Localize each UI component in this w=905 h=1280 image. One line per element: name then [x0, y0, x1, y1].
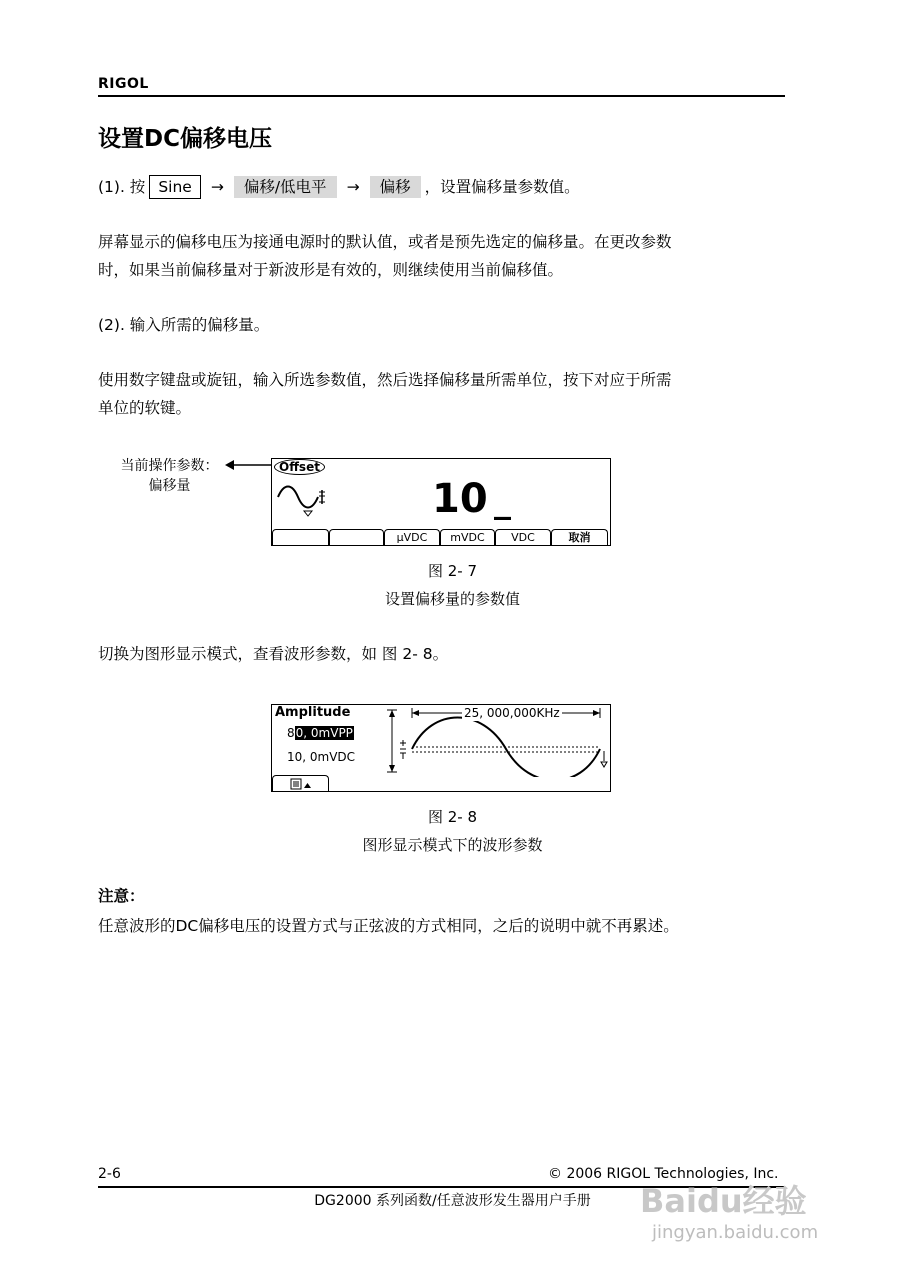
amplitude-first-digit: 8: [287, 726, 295, 740]
callout-arrow-icon: [225, 458, 275, 472]
offset-param-label: Offset: [274, 459, 325, 475]
page-number: 2-6: [98, 1166, 121, 1182]
watermark-logo: Baidu经验: [640, 1182, 807, 1220]
paragraph-1-line-1: 屏幕显示的偏移电压为接通电源时的默认值，或者是预先选定的偏移量。在更改参数: [98, 233, 672, 251]
offset-display-value: 10, 0mVDC: [287, 750, 356, 764]
sine-key: Sine: [149, 175, 201, 199]
note-text: 任意波形的DC偏移电压的设置方式与正弦波的方式相同，之后的说明中就不再累述。: [98, 917, 679, 935]
figure-8-caption: 图形显示模式下的波形参数: [362, 836, 543, 854]
amplitude-highlight: 0, 0mVPP: [295, 726, 353, 740]
step-2: (2). 输入所需的偏移量。: [98, 316, 270, 334]
step-1: [98, 173, 788, 201]
figure-8-lcd: [271, 704, 611, 792]
softkey-cancel: 取消: [551, 529, 608, 545]
input-cursor: _: [494, 481, 511, 521]
amplitude-value: [287, 725, 354, 741]
softkey-vdc: VDC: [495, 529, 551, 545]
menu-softkey: [272, 775, 329, 791]
softkey-1: [272, 529, 329, 545]
figure-8-number: 图 2- 8: [427, 808, 478, 826]
callout-line-2: 偏移量: [148, 478, 191, 494]
step-1-suffix: ，设置偏移量参数值。: [424, 178, 580, 196]
figure-7-lcd: [271, 458, 611, 546]
paragraph-2: [98, 366, 788, 422]
menu-page-icon: [289, 778, 313, 790]
figure-7-number: 图 2- 7: [427, 562, 478, 580]
figure-7-caption: 设置偏移量的参数值: [384, 590, 520, 608]
softkey-uvdc: μVDC: [384, 529, 440, 545]
section-title: 设置DC偏移电压: [98, 126, 272, 152]
paragraph-2-line-2: 单位的软键。: [98, 399, 192, 417]
frequency-label: 25, 000,000KHz: [464, 706, 560, 720]
offset-value: 10: [432, 476, 488, 522]
softkey-bar: [272, 529, 610, 545]
header-rule: [98, 95, 785, 97]
arrow-icon: →: [210, 178, 224, 196]
callout-line-1: 当前操作参数：: [120, 458, 219, 474]
amplitude-param-label: Amplitude: [275, 705, 351, 720]
paragraph-1-line-2: 时，如果当前偏移量对于新波形是有效的，则继续使用当前偏移值。: [98, 261, 564, 279]
paragraph-2-line-1: 使用数字键盘或旋钮，输入所选参数值，然后选择偏移量所需单位，按下对应于所需: [98, 371, 672, 389]
step-1-prefix: (1). 按: [98, 178, 146, 196]
softkey-2: [329, 529, 384, 545]
note-title: 注意：: [98, 887, 145, 905]
figure-7-callout: [112, 456, 227, 496]
copyright: © 2006 RIGOL Technologies, Inc.: [548, 1166, 779, 1182]
paragraph-3: 切换为图形显示模式，查看波形参数，如 图 2- 8。: [98, 645, 449, 663]
paragraph-1: [98, 228, 788, 284]
brand-header: RIGOL: [98, 76, 149, 92]
softkey-mvdc: mVDC: [440, 529, 495, 545]
offset-key: 偏移: [370, 176, 421, 198]
manual-title: DG2000 系列函数/任意波形发生器用户手册: [314, 1193, 591, 1209]
arrow-icon: →: [346, 178, 360, 196]
sine-wave-icon: [276, 481, 328, 517]
watermark-url: jingyan.baidu.com: [652, 1222, 819, 1243]
offset-level-key: 偏移/低电平: [234, 176, 337, 198]
